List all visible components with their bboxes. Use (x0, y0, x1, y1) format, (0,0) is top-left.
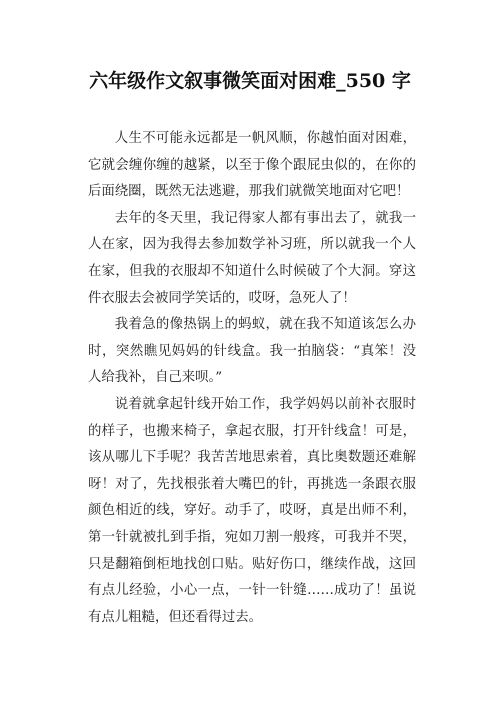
paragraph: 说着就拿起针线开始工作，我学妈妈以前补衣服时的样子，也搬来椅子，拿起衣服，打开针线盒！可是，该从哪儿下手呢？我苦苦地思索着，真比奥数题还难解呀！对了，先找根张着大嘴巴的针，再挑选一条跟衣服颜色相近的线，穿好。动手了，哎呀，真是出师不利，第一针就被扎到手指，宛如刀割一般疼，可我并不哭，只是翻箱倒柜地找创口贴。贴好伤口，继续作战，这回有点儿经验，小心一点，一针一针缝……成功了！虽说有点儿粗糙，但还看得过去。 (88, 396, 416, 625)
paragraph: 人生不可能永远都是一帆风顺，你越怕面对困难，它就会缠你缠的越紧，以至于像个跟屁虫似的，在你的后面绕圈，既然无法逃避，那我们就微笑地面对它吧！ (88, 131, 416, 200)
document-body (88, 126, 416, 631)
document-title: 六年级作文叙事微笑面对困难_550 字 (89, 70, 411, 92)
paragraph: 去年的冬天里，我记得家人都有事出去了，就我一人在家，因为我得去参加数学补习班，所以就我一个人在家，但我的衣服却不知道什么时候破了个大洞。穿这件衣服去会被同学笑话的，哎呀，急死人了！ (88, 210, 416, 306)
paragraph: 我着急的像热锅上的蚂蚁，就在我不知道该怎么办时，突然瞧见妈妈的针线盒。我一拍脑袋：“真笨！没人给我补，自己来呗。” (88, 317, 416, 386)
